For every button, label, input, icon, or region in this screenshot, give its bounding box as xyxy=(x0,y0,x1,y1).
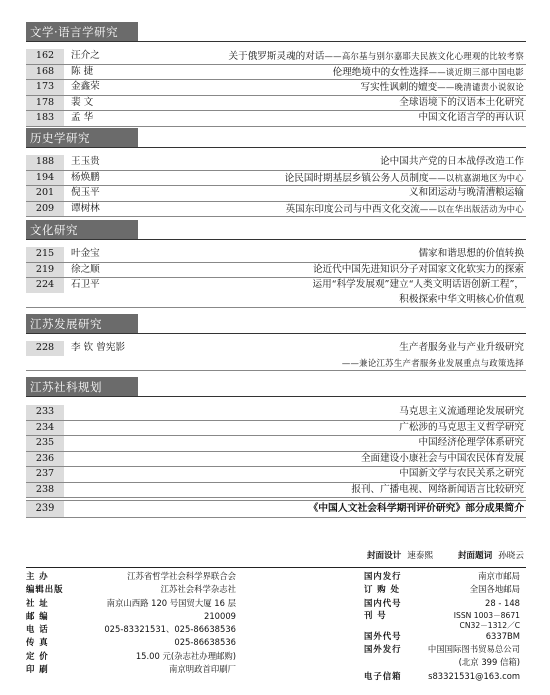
page-number: 236 xyxy=(26,452,64,467)
info-line: 社 址 南京山西路 120 号国贸大厦 16 层 xyxy=(26,597,236,608)
page-number: 183 xyxy=(26,111,64,126)
page-number: 238 xyxy=(26,483,64,498)
toc-entry[interactable] xyxy=(26,483,526,499)
toc-entry[interactable] xyxy=(26,452,526,468)
page-number: 173 xyxy=(26,80,64,95)
article-title: 义和团运动与晚清漕粮运输 xyxy=(408,187,524,198)
toc-entry[interactable] xyxy=(26,202,526,218)
section-rule xyxy=(26,239,526,240)
page-number: 194 xyxy=(26,171,64,186)
section-header-jiangsu-planning: 江苏社科规划 xyxy=(26,377,138,397)
page-number: 224 xyxy=(26,278,64,293)
toc-entry[interactable] xyxy=(26,186,526,202)
section-jiangsu-development-entries xyxy=(26,341,526,371)
author: 陈 捷 xyxy=(71,65,94,77)
page-number: 201 xyxy=(26,186,64,201)
publication-info-right xyxy=(364,570,520,683)
section-header-culture: 文化研究 xyxy=(26,220,138,240)
author: 杨焕鹏 xyxy=(71,171,100,183)
author: 孟 华 xyxy=(71,112,94,123)
section-rule xyxy=(26,147,526,148)
info-line: 定 价 15.00 元(杂志社办理邮购) xyxy=(26,650,236,661)
article-title: 中国新文学与农民关系之研究 xyxy=(399,468,524,479)
toc-entry[interactable] xyxy=(26,247,526,263)
toc-entry[interactable] xyxy=(26,96,526,112)
section-rule xyxy=(26,333,526,334)
page-number: 168 xyxy=(26,65,64,80)
toc-entry[interactable] xyxy=(26,421,526,437)
page-number: 234 xyxy=(26,421,64,436)
section-culture-entries xyxy=(26,247,526,308)
cover-design-label: 封面设计 xyxy=(366,551,402,561)
author: 裴 文 xyxy=(71,96,94,108)
article-title: 报刊、广播电视、网络新闻语言比较研究 xyxy=(351,483,524,495)
article-title: 运用“科学发展观”建立“人类文明话语创新工程”， 积极探索中华文明核心价值观 xyxy=(312,279,524,305)
section-header-literature: 文学·语言学研究 xyxy=(26,22,138,42)
section-header-jiangsu-development: 江苏发展研究 xyxy=(26,314,138,334)
article-title: 广松涉的马克思主义哲学研究 xyxy=(399,421,524,433)
info-line: 国内发行 南京市邮局 xyxy=(364,571,520,581)
author: 徐之顺 xyxy=(71,263,100,275)
toc-entry[interactable] xyxy=(26,171,526,187)
article-title: 写实性讽刺的嬗变——晚清谴责小说叙论 xyxy=(360,82,524,93)
page-number: 219 xyxy=(26,263,64,278)
article-title: 中国文化语言学的再认识 xyxy=(418,112,524,123)
toc-entry[interactable] xyxy=(26,65,526,81)
info-line: 国内代号 28 - 148 xyxy=(364,597,520,608)
page-number: 162 xyxy=(26,49,64,64)
author: 王玉贵 xyxy=(71,156,100,167)
article-title: 论近代中国先进知识分子对国家文化软实力的探索 xyxy=(312,263,524,275)
author: 石卫平 xyxy=(71,279,100,290)
toc-entry[interactable] xyxy=(26,263,526,279)
author: 叶金宝 xyxy=(71,248,100,259)
toc-entry[interactable] xyxy=(26,405,526,421)
toc-entry[interactable] xyxy=(26,436,526,452)
cover-credits xyxy=(367,549,524,561)
info-line: 国外代号 6337BM xyxy=(364,630,520,641)
toc-entry[interactable] xyxy=(26,49,526,65)
cover-title-name: 孙晓云 xyxy=(498,551,524,561)
article-title: 论民国时期基层乡镇公务人员制度——以杭嘉湖地区为中心 xyxy=(284,172,524,184)
section-rule xyxy=(26,396,526,397)
info-line: (北京 399 信箱) xyxy=(458,657,520,668)
article-title: 英国东印度公司与中西文化交流——以在华出版活动为中心 xyxy=(285,203,524,215)
section-jiangsu-planning-entries xyxy=(26,405,526,498)
info-line: 订 购 处 全国各地邮局 xyxy=(364,584,520,595)
page-number: 209 xyxy=(26,202,64,217)
article-title: 生产者服务业与产业升级研究 ——兼论江苏生产者服务业发展重点与政策选择 xyxy=(341,342,524,368)
toc-entry[interactable] xyxy=(26,111,526,127)
info-line: 主 办 江苏省哲学社会科学界联合会 xyxy=(26,571,236,581)
info-line: 传 真 025-86638536 xyxy=(26,637,236,648)
article-title: 伦理绝境中的女性选择——谈近期三部中国电影 xyxy=(332,66,524,78)
cover-title-label: 封面题词 xyxy=(457,551,493,561)
toc-entry[interactable] xyxy=(26,467,526,483)
page-number: 239 xyxy=(26,501,64,517)
article-title: 全面建设小康社会与中国农民体育发展 xyxy=(360,452,524,464)
toc-entry[interactable] xyxy=(26,278,526,308)
info-line: CN32－1312／C xyxy=(459,620,520,630)
author: 汪介之 xyxy=(71,50,100,61)
article-title: 全球语境下的汉语本土化研究 xyxy=(399,96,524,108)
toc-entry[interactable] xyxy=(26,80,526,96)
info-line: 电子信箱 s83321531@163.com xyxy=(364,670,520,683)
page-number: 233 xyxy=(26,405,64,420)
article-title: 儒家和谐思想的价值转换 xyxy=(418,248,524,259)
section-header-history: 历史学研究 xyxy=(26,128,138,148)
publication-info xyxy=(26,567,526,681)
toc-entry-ad[interactable] xyxy=(26,500,526,518)
page-number: 235 xyxy=(26,436,64,451)
info-line: 邮 编 210009 xyxy=(26,610,236,621)
author: 李 钦 曾宪影 xyxy=(71,342,126,353)
author: 谭树林 xyxy=(71,202,100,214)
author: 倪玉平 xyxy=(71,187,100,198)
publication-info-left xyxy=(26,570,236,676)
info-line: 电 话 025-83321531、025-86638536 xyxy=(26,624,236,635)
info-line: 刊 号 ISSN 1003－8671 xyxy=(364,609,520,620)
toc-entry[interactable] xyxy=(26,155,526,171)
article-title: 马克思主义流通理论发展研究 xyxy=(399,406,524,417)
page-number: 237 xyxy=(26,467,64,482)
section-history-entries xyxy=(26,155,526,217)
author: 金鑫荣 xyxy=(71,81,100,92)
article-title: 中国经济伦理学体系研究 xyxy=(418,437,524,448)
article-title: 论中国共产党的日本战俘改造工作 xyxy=(380,156,524,167)
email-link[interactable]: s83321531@163.com xyxy=(428,670,520,681)
toc-entry[interactable] xyxy=(26,341,526,371)
section-rule xyxy=(26,41,526,42)
info-line: 编辑出版 江苏社会科学杂志社 xyxy=(26,584,236,595)
info-line: 国外发行 中国国际图书贸易总公司 xyxy=(364,644,520,655)
page-number: 178 xyxy=(26,96,64,111)
info-line: 印 刷 南京明政首印刷厂 xyxy=(26,664,236,675)
article-title: 《中国人文社会科学期刊评价研究》部分成果简介 xyxy=(308,503,524,514)
page-number: 188 xyxy=(26,155,64,170)
cover-design-name: 速泰熙 xyxy=(407,551,434,561)
page-number: 215 xyxy=(26,247,64,262)
article-title: 关于俄罗斯灵魂的对话——高尔基与别尔嘉耶夫民族文化心理观的比较考察 xyxy=(228,51,524,62)
page-number: 228 xyxy=(26,341,64,356)
section-literature-entries xyxy=(26,49,526,127)
